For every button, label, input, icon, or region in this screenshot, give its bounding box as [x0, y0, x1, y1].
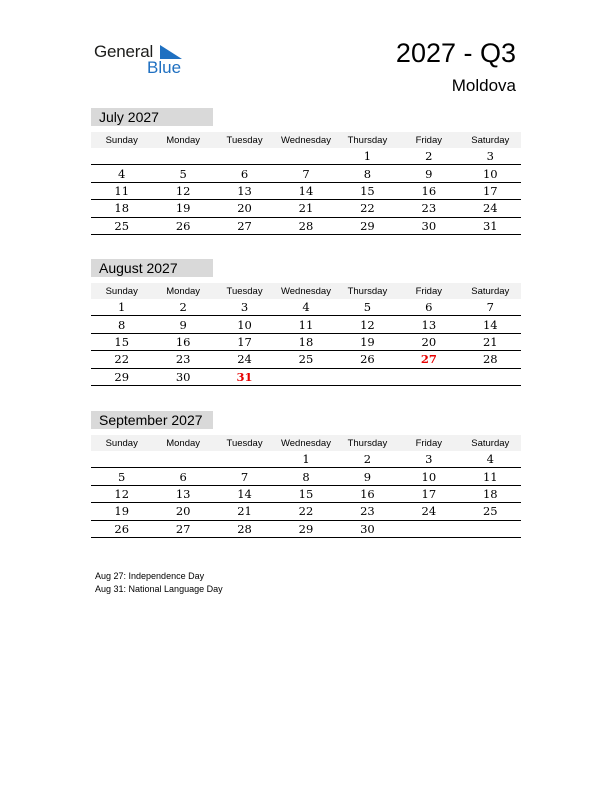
weekday-label: Saturday: [460, 435, 521, 451]
holiday-day-cell: 31: [214, 368, 275, 385]
day-cell: 20: [152, 503, 213, 520]
weekday-label: Sunday: [91, 435, 152, 451]
day-cell: 9: [398, 165, 459, 182]
day-cell: 10: [214, 316, 275, 333]
weekday-label: Monday: [152, 132, 213, 148]
week-row: [91, 299, 521, 316]
day-cell: 28: [460, 351, 521, 368]
day-cell: 8: [275, 468, 336, 485]
day-cell: 27: [214, 217, 275, 234]
day-cell: 12: [91, 485, 152, 502]
day-cell: 9: [337, 468, 398, 485]
logo: [94, 42, 194, 78]
empty-day-cell: [214, 148, 275, 165]
day-cell: 16: [398, 182, 459, 199]
day-cell: 29: [337, 217, 398, 234]
day-cell: 17: [460, 182, 521, 199]
day-cell: 26: [152, 217, 213, 234]
weekday-label: Sunday: [91, 283, 152, 299]
day-cell: 8: [91, 316, 152, 333]
weekday-label: Thursday: [337, 435, 398, 451]
week-row: [91, 351, 521, 368]
day-cell: 26: [91, 520, 152, 537]
day-cell: 6: [398, 299, 459, 316]
day-cell: 4: [275, 299, 336, 316]
day-cell: 5: [91, 468, 152, 485]
empty-day-cell: [91, 451, 152, 468]
holiday-note: Aug 31: National Language Day: [95, 584, 223, 594]
calendar-grid: [91, 435, 521, 538]
empty-day-cell: [398, 520, 459, 537]
calendar-grid: [91, 132, 521, 235]
day-cell: 5: [152, 165, 213, 182]
empty-day-cell: [398, 368, 459, 385]
day-cell: 30: [337, 520, 398, 537]
empty-day-cell: [460, 520, 521, 537]
weekday-label: Thursday: [337, 132, 398, 148]
empty-day-cell: [91, 148, 152, 165]
weekday-label: Wednesday: [275, 283, 336, 299]
empty-day-cell: [152, 451, 213, 468]
weekday-label: Friday: [398, 283, 459, 299]
weekday-label: Saturday: [460, 132, 521, 148]
day-cell: 23: [337, 503, 398, 520]
day-cell: 3: [460, 148, 521, 165]
month-title: September 2027: [91, 411, 213, 429]
day-cell: 11: [275, 316, 336, 333]
day-cell: 16: [337, 485, 398, 502]
day-cell: 26: [337, 351, 398, 368]
week-row: [91, 368, 521, 385]
day-cell: 21: [214, 503, 275, 520]
day-cell: 21: [460, 333, 521, 350]
day-cell: 25: [275, 351, 336, 368]
day-cell: 14: [275, 182, 336, 199]
week-row: [91, 468, 521, 485]
day-cell: 28: [275, 217, 336, 234]
holiday-note: Aug 27: Independence Day: [95, 571, 205, 581]
day-cell: 25: [460, 503, 521, 520]
day-cell: 18: [460, 485, 521, 502]
day-cell: 2: [152, 299, 213, 316]
day-cell: 1: [275, 451, 336, 468]
day-cell: 2: [398, 148, 459, 165]
day-cell: 12: [152, 182, 213, 199]
month-title: August 2027: [91, 259, 213, 277]
weekday-label: Friday: [398, 435, 459, 451]
empty-day-cell: [460, 368, 521, 385]
day-cell: 7: [275, 165, 336, 182]
week-row: [91, 503, 521, 520]
week-row: [91, 451, 521, 468]
day-cell: 29: [91, 368, 152, 385]
empty-day-cell: [275, 368, 336, 385]
holiday-day-cell: 27: [398, 351, 459, 368]
week-row: [91, 520, 521, 537]
empty-day-cell: [214, 451, 275, 468]
day-cell: 21: [275, 200, 336, 217]
day-cell: 2: [337, 451, 398, 468]
weekday-label: Wednesday: [275, 435, 336, 451]
weekday-label: Tuesday: [214, 132, 275, 148]
calendar-grid: [91, 283, 521, 386]
day-cell: 3: [398, 451, 459, 468]
empty-day-cell: [337, 368, 398, 385]
day-cell: 27: [152, 520, 213, 537]
weekday-header-row: [91, 435, 521, 451]
week-row: [91, 333, 521, 350]
day-cell: 5: [337, 299, 398, 316]
day-cell: 28: [214, 520, 275, 537]
day-cell: 7: [214, 468, 275, 485]
day-cell: 7: [460, 299, 521, 316]
weekday-header-row: [91, 132, 521, 148]
day-cell: 29: [275, 520, 336, 537]
day-cell: 24: [214, 351, 275, 368]
holiday-notes: [95, 570, 223, 596]
country-name: Moldova: [451, 76, 516, 95]
day-cell: 22: [275, 503, 336, 520]
weekday-label: Monday: [152, 435, 213, 451]
day-cell: 6: [152, 468, 213, 485]
day-cell: 16: [152, 333, 213, 350]
empty-day-cell: [275, 148, 336, 165]
page-title: 2027 - Q3: [395, 38, 516, 68]
week-row: [91, 316, 521, 333]
weekday-label: Saturday: [460, 283, 521, 299]
day-cell: 30: [152, 368, 213, 385]
day-cell: 23: [398, 200, 459, 217]
month-september: [91, 411, 521, 538]
day-cell: 15: [337, 182, 398, 199]
week-row: [91, 182, 521, 199]
week-row: [91, 217, 521, 234]
day-cell: 8: [337, 165, 398, 182]
day-cell: 10: [398, 468, 459, 485]
week-row: [91, 200, 521, 217]
weekday-label: Monday: [152, 283, 213, 299]
empty-day-cell: [152, 148, 213, 165]
day-cell: 18: [91, 200, 152, 217]
day-cell: 11: [91, 182, 152, 199]
weekday-label: Wednesday: [275, 132, 336, 148]
day-cell: 18: [275, 333, 336, 350]
day-cell: 19: [152, 200, 213, 217]
weekday-header-row: [91, 283, 521, 299]
day-cell: 14: [460, 316, 521, 333]
day-cell: 22: [337, 200, 398, 217]
logo-blue-text: Blue: [147, 58, 182, 77]
weekday-label: Friday: [398, 132, 459, 148]
day-cell: 24: [460, 200, 521, 217]
day-cell: 25: [91, 217, 152, 234]
week-row: [91, 148, 521, 165]
day-cell: 30: [398, 217, 459, 234]
month-august: [91, 259, 521, 386]
day-cell: 1: [337, 148, 398, 165]
day-cell: 19: [91, 503, 152, 520]
day-cell: 11: [460, 468, 521, 485]
week-row: [91, 485, 521, 502]
day-cell: 13: [152, 485, 213, 502]
day-cell: 24: [398, 503, 459, 520]
logo-general-text: General: [94, 42, 154, 61]
day-cell: 23: [152, 351, 213, 368]
logo-triangle-icon: [160, 45, 182, 59]
weekday-label: Tuesday: [214, 435, 275, 451]
month-title: July 2027: [91, 108, 213, 126]
day-cell: 20: [214, 200, 275, 217]
day-cell: 22: [91, 351, 152, 368]
month-july: [91, 108, 521, 235]
day-cell: 4: [91, 165, 152, 182]
day-cell: 17: [398, 485, 459, 502]
weekday-label: Thursday: [337, 283, 398, 299]
weekday-label: Sunday: [91, 132, 152, 148]
day-cell: 15: [91, 333, 152, 350]
day-cell: 13: [398, 316, 459, 333]
day-cell: 3: [214, 299, 275, 316]
day-cell: 31: [460, 217, 521, 234]
day-cell: 14: [214, 485, 275, 502]
day-cell: 15: [275, 485, 336, 502]
day-cell: 13: [214, 182, 275, 199]
day-cell: 17: [214, 333, 275, 350]
day-cell: 9: [152, 316, 213, 333]
day-cell: 6: [214, 165, 275, 182]
week-row: [91, 165, 521, 182]
day-cell: 10: [460, 165, 521, 182]
day-cell: 4: [460, 451, 521, 468]
weekday-label: Tuesday: [214, 283, 275, 299]
day-cell: 20: [398, 333, 459, 350]
day-cell: 12: [337, 316, 398, 333]
day-cell: 19: [337, 333, 398, 350]
day-cell: 1: [91, 299, 152, 316]
